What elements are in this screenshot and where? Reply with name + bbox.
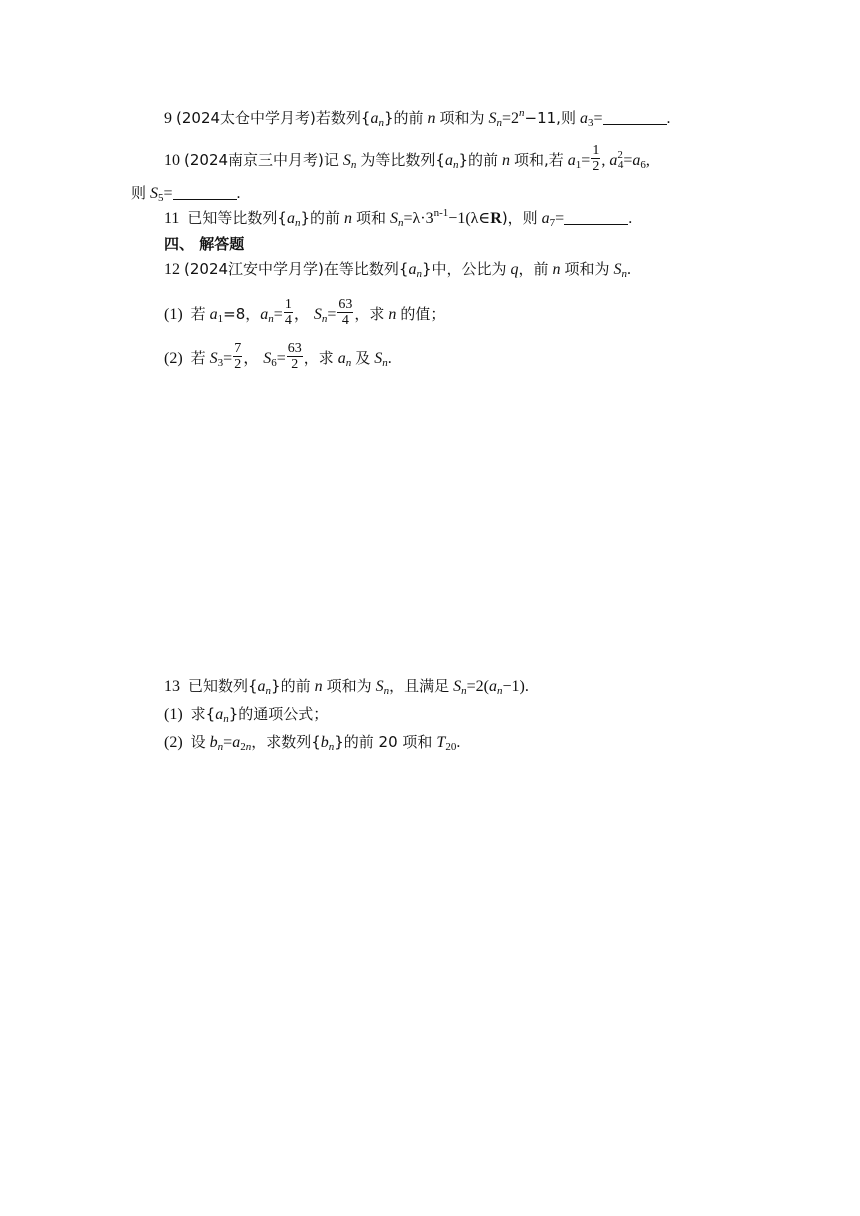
fraction: $\frac{1}{4}$: [284, 297, 292, 328]
question-13: 13 已知数列$\{a_n\}$的前 n 项和为 $S_n$，且满足 $S_n=2(a_n-1)$.: [164, 677, 529, 697]
part-label: (2): [164, 734, 183, 751]
answer-blank[interactable]: [564, 210, 628, 225]
fraction: $\frac{1}{2}$: [592, 143, 600, 174]
question-source: (2024江安中学月学): [184, 260, 324, 278]
question-source: (2024太仓中学月考): [176, 109, 316, 127]
fraction: $\frac{63}{2}$: [287, 341, 302, 372]
question-12: 12 (2024江安中学月学)在等比数列$\{a_n\}$中，公比为 q，前 n 项和为 $S_n$.: [164, 260, 632, 280]
question-source: (2024南京三中月考): [184, 151, 324, 170]
question-11: 11 已知等比数列$\{a_n\}$的前 n 项和 $S_n=\lambda\cdot 3^{n-1}-1(\lambda\in R)$，则 $a_7=$ .: [164, 207, 633, 229]
question-13-part-1: (1) 求$\{a_n\}$的通项公式；: [164, 705, 329, 725]
fraction: $\frac{7}{2}$: [234, 341, 242, 372]
question-number: 12: [164, 261, 180, 278]
question-10-line-2: 则 $S_5=$ .: [131, 184, 241, 204]
section-heading: 四、 解答题: [164, 235, 245, 253]
question-12-part-2: (2) 若 $S_3=$ $\frac{7}{2}$ ， $S_6=$ $\frac{63}{2}$ ，求 $a_n$ 及 $S_n$.: [164, 341, 392, 372]
question-number: 9: [164, 110, 172, 127]
part-label: (2): [164, 350, 183, 368]
question-9: 9 (2024太仓中学月考)若数列$\{a_n\}$的前 n 项和为 $S_n=2^n-11$,则 $a_3=$ .: [164, 107, 671, 129]
answer-blank[interactable]: [173, 185, 237, 200]
fraction: $\frac{63}{4}$: [338, 297, 353, 328]
question-13-part-2: (2) 设 $b_n=a_{2n}$，求数列$\{b_n\}$的前 20 项和 $T_{20}$.: [164, 733, 461, 753]
question-number: 10: [164, 152, 180, 170]
answer-blank[interactable]: [603, 110, 667, 125]
part-label: (1): [164, 306, 183, 324]
question-10: 10 (2024南京三中月考)记 $S_n$ 为等比数列$\{a_n\}$的前 n 项和,若 $a_1=$ $\frac{1}{2}$ , $a^2_4=a_6$,: [164, 143, 650, 174]
part-label: (1): [164, 706, 183, 723]
question-12-part-1: (1) 若 $a_1=8$，$a_n=$ $\frac{1}{4}$ ， $S_n=$ $\frac{63}{4}$ ，求 n 的值；: [164, 297, 446, 328]
question-number: 13: [164, 678, 180, 695]
question-number: 11: [164, 210, 180, 227]
